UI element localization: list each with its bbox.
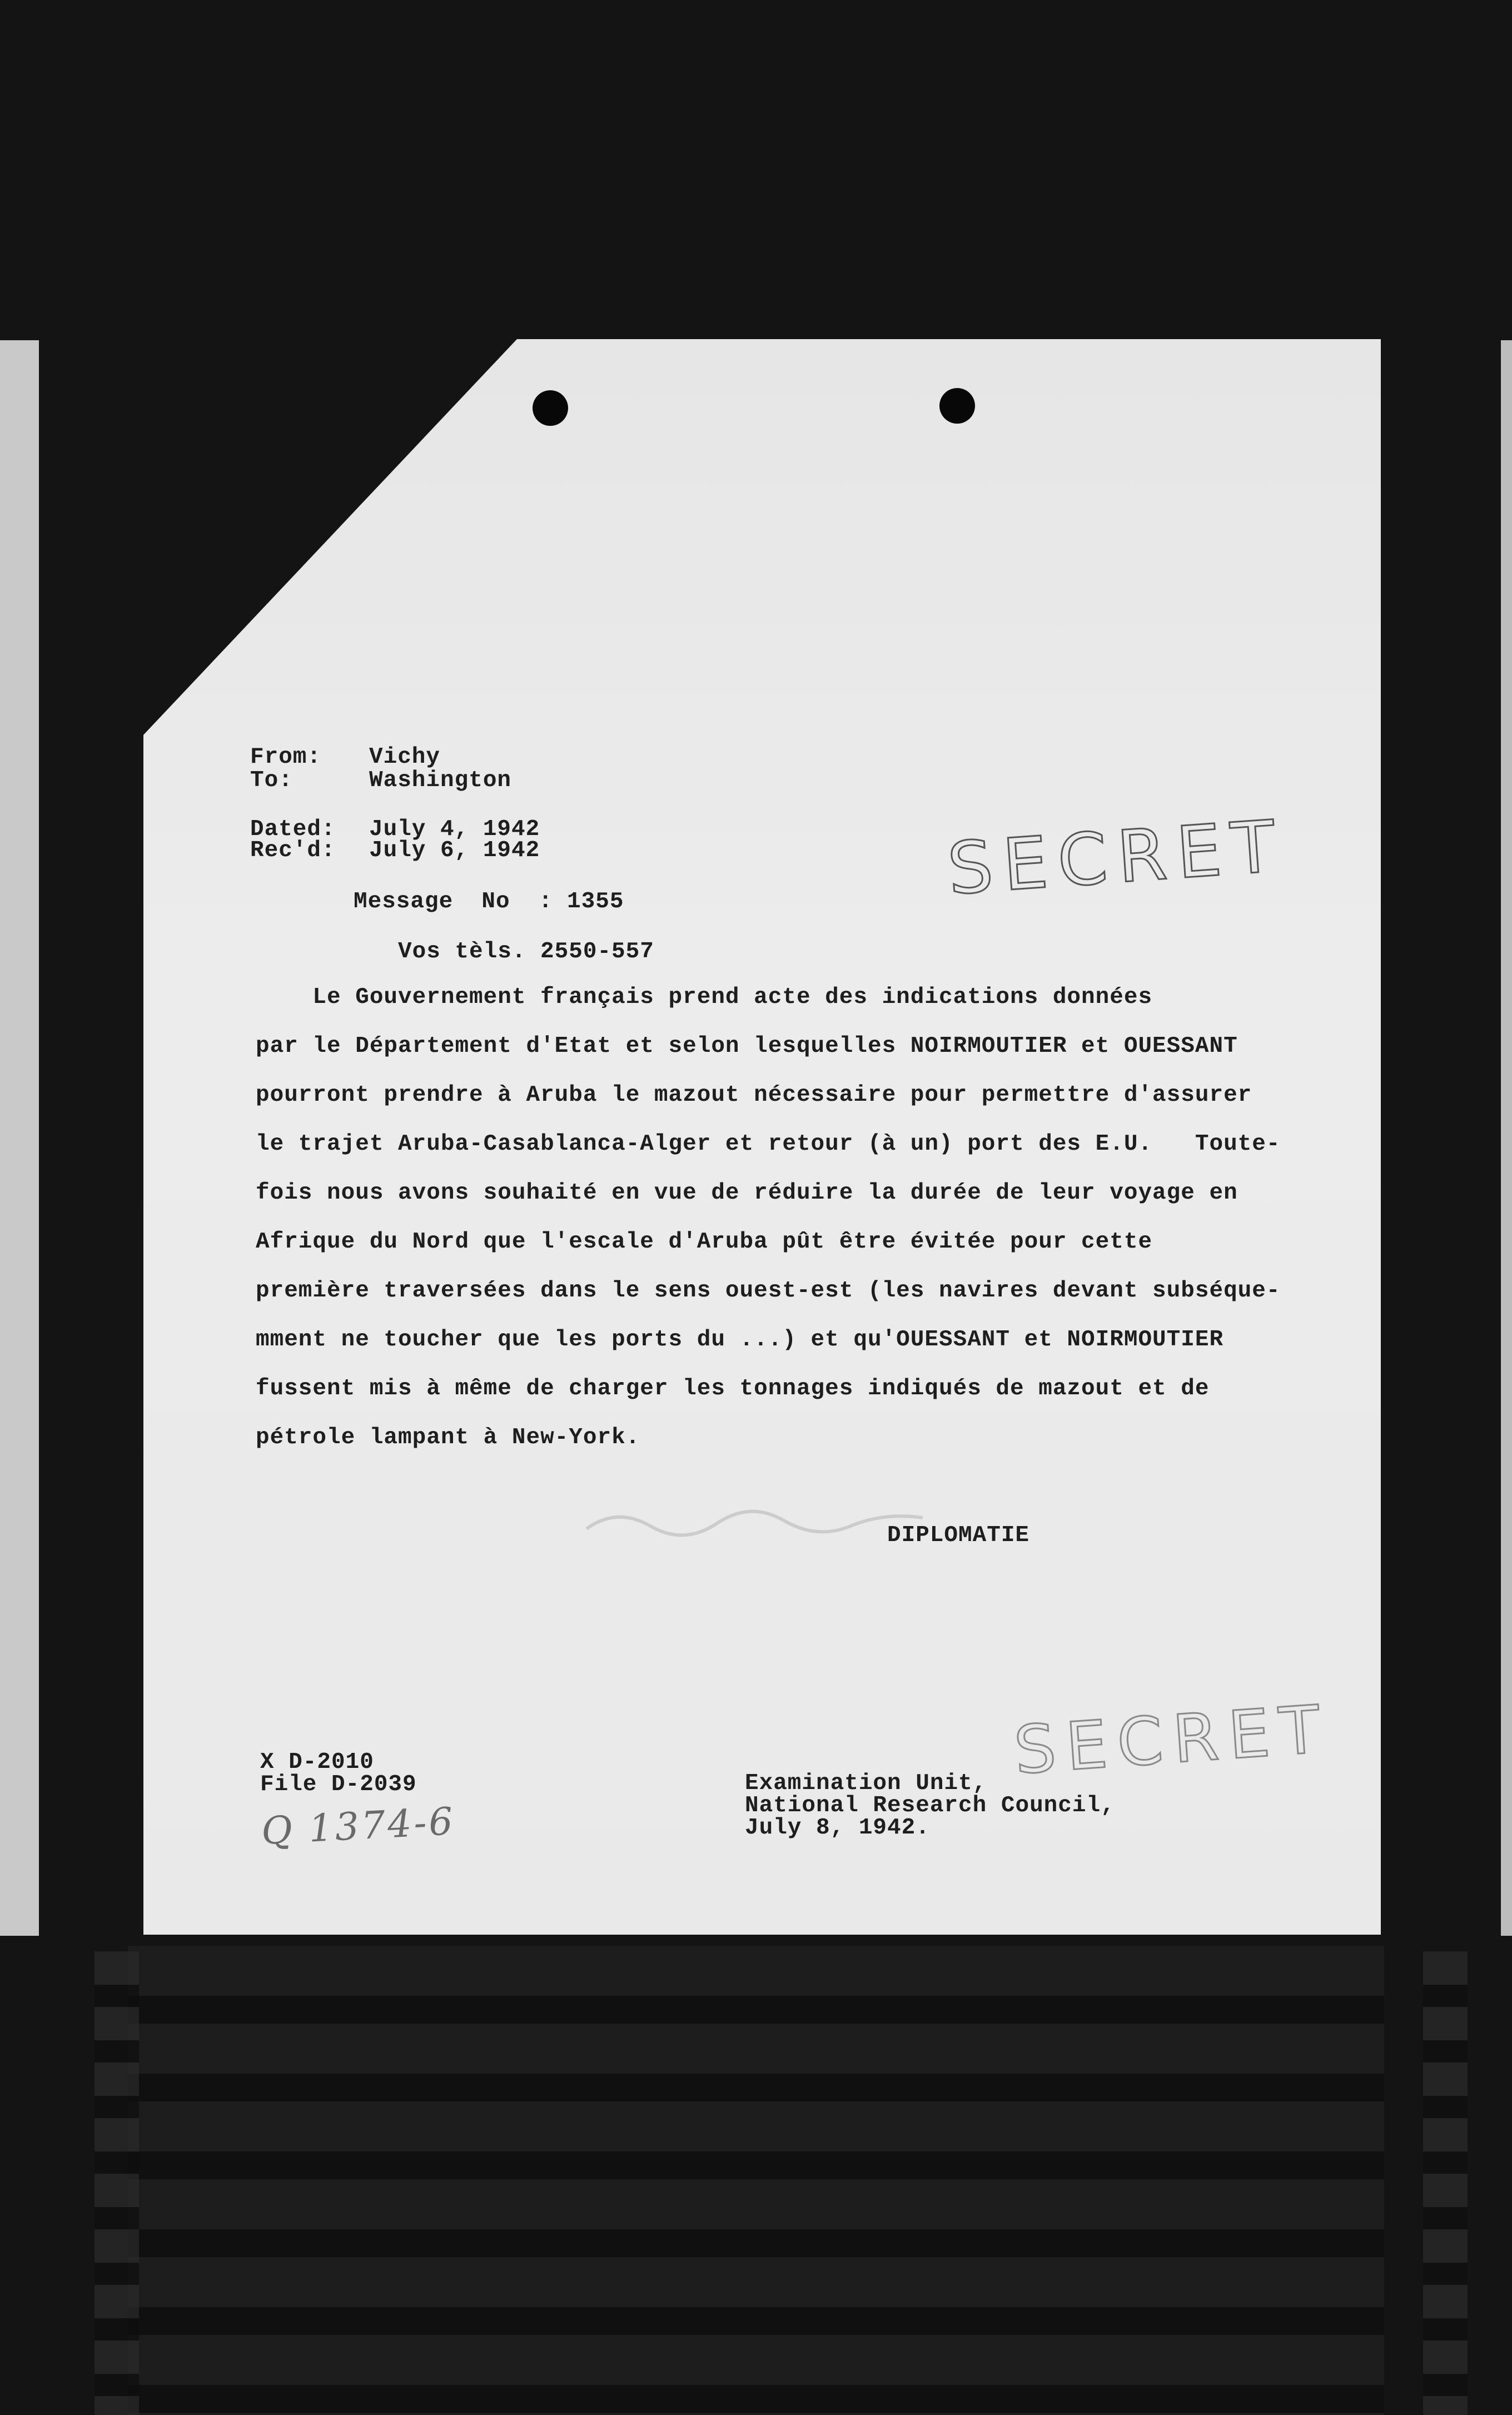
to-value: Washington <box>369 768 512 793</box>
dated-label: Dated: <box>250 817 336 842</box>
footer-council: National Research Council, <box>745 1793 1115 1818</box>
body-line-7: première traversées dans le sens ouest-est (les navires devant subséque- <box>256 1278 1281 1304</box>
body-line-8: mment ne toucher que les ports du ...) et qu'OUESSANT et NOIRMOUTIER <box>256 1327 1224 1353</box>
body-line-5: fois nous avons souhaité en vue de réduire la durée de leur voyage en <box>256 1180 1238 1206</box>
film-sprocket-right <box>1423 1951 1468 2415</box>
bleed-through-mark <box>584 1501 928 1540</box>
punch-hole-right <box>939 388 975 424</box>
to-label: To: <box>250 768 293 793</box>
message-number: Message No : 1355 <box>354 889 624 915</box>
handwritten-reference: Q 1374-6 <box>260 1799 456 1854</box>
footer-ref-x: X D-2010 <box>260 1750 374 1775</box>
film-strip-bottom <box>128 1946 1384 2415</box>
adjacent-page-left <box>0 340 39 1936</box>
footer-file-ref: File D-2039 <box>260 1772 417 1797</box>
secret-stamp-faded: SECRET <box>1012 1690 1332 1789</box>
footer-date: July 8, 1942. <box>745 1815 930 1841</box>
dated-value: July 4, 1942 <box>369 817 540 842</box>
adjacent-page-right <box>1501 340 1512 1936</box>
body-line-6: Afrique du Nord que l'escale d'Aruba pût être évitée pour cette <box>256 1229 1153 1255</box>
reference-telegrams: Vos tèls. 2550-557 <box>398 939 654 965</box>
body-line-3: pourront prendre à Aruba le mazout nécessaire pour permettre d'assurer <box>256 1082 1252 1108</box>
footer-unit: Examination Unit, <box>745 1771 987 1796</box>
body-line-4: le trajet Aruba-Casablanca-Alger et retour (à un) port des E.U. Toute- <box>256 1131 1281 1157</box>
from-label: From: <box>250 744 322 770</box>
secret-stamp: SECRET <box>945 804 1288 911</box>
body-line-1: Le Gouvernement français prend acte des indications données <box>256 985 1153 1010</box>
signature: DIPLOMATIE <box>887 1523 1030 1548</box>
film-sprocket-left <box>94 1951 139 2415</box>
recd-value: July 6, 1942 <box>369 838 540 863</box>
body-line-9: fussent mis à même de charger les tonnages indiqués de mazout et de <box>256 1376 1210 1402</box>
body-line-2: par le Département d'Etat et selon lesquelles NOIRMOUTIER et OUESSANT <box>256 1033 1238 1059</box>
punch-hole-left <box>533 390 568 426</box>
recd-label: Rec'd: <box>250 838 336 863</box>
body-line-10: pétrole lampant à New-York. <box>256 1425 640 1450</box>
from-value: Vichy <box>369 744 441 770</box>
